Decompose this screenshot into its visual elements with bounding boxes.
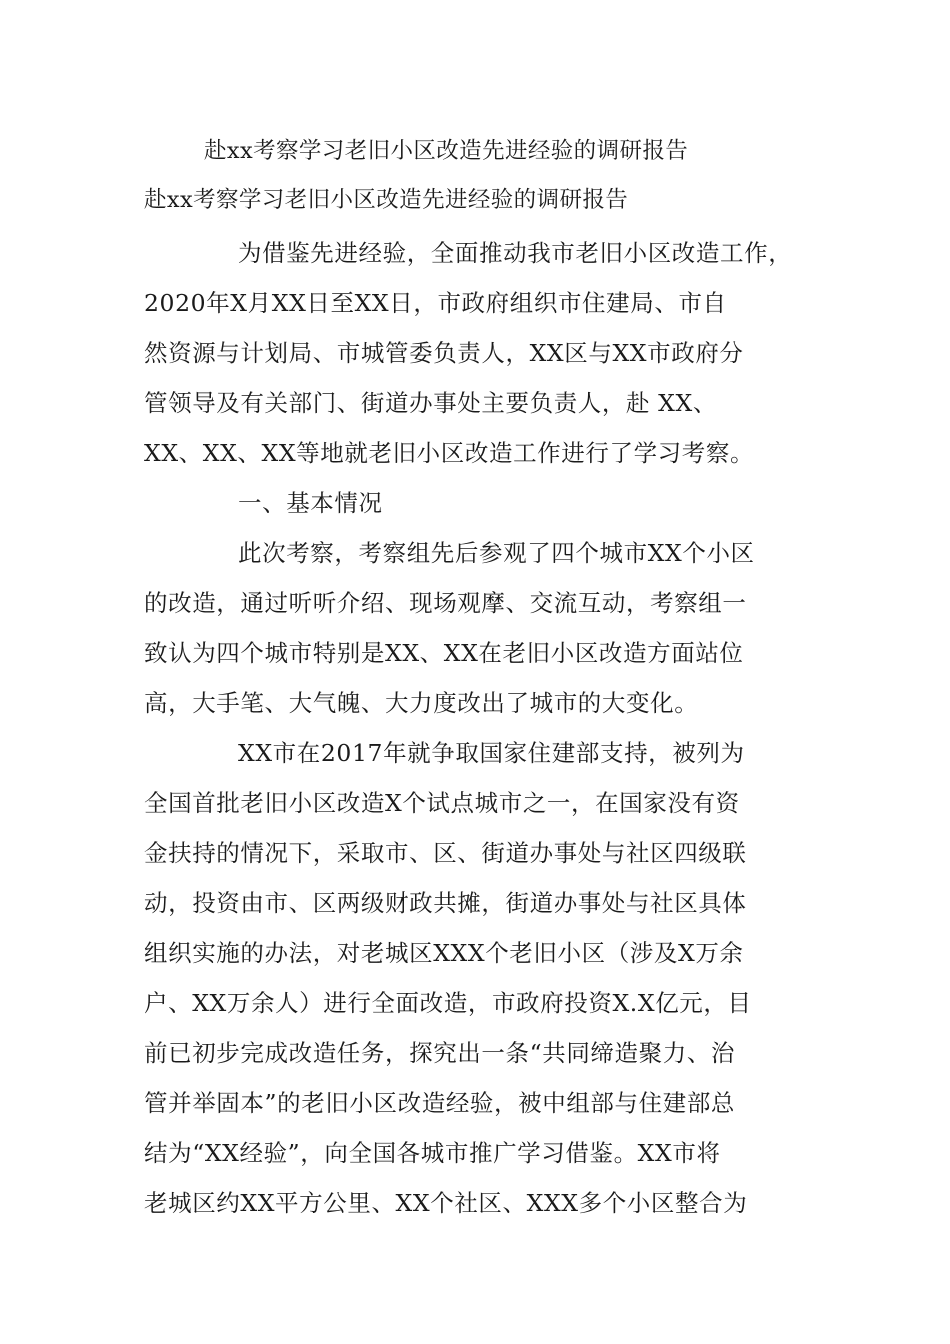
paragraph-line: 结为“XX经验”，向全国各城市推广学习借鉴。XX市将 [144, 1139, 721, 1167]
paragraph-line: 高，大手笔、大气魄、大力度改出了城市的大变化。 [144, 689, 699, 717]
paragraph-line: 金扶持的情况下，采取市、区、街道办事处与社区四级联 [144, 839, 747, 867]
document-subtitle: 赴xx考察学习老旧小区改造先进经验的调研报告 [144, 187, 629, 213]
paragraph-line: XX、XX、XX等地就老旧小区改造工作进行了学习考察。 [144, 439, 755, 467]
paragraph-line: 组织实施的办法，对老城区XXX个老旧小区（涉及X万余 [144, 939, 744, 967]
paragraph-line: 为借鉴先进经验，全面推动我市老旧小区改造工作， [238, 239, 793, 267]
document-title: 赴xx考察学习老旧小区改造先进经验的调研报告 [204, 138, 689, 164]
paragraph-line: 此次考察，考察组先后参观了四个城市XX个小区 [238, 539, 755, 567]
paragraph-line: 的改造，通过听听介绍、现场观摩、交流互动，考察组一 [144, 589, 747, 617]
paragraph-line: 管并举固本”的老旧小区改造经验，被中组部与住建部总 [144, 1089, 736, 1117]
paragraph-line: 全国首批老旧小区改造X个试点城市之一，在国家没有资 [144, 789, 740, 817]
paragraph-line: 致认为四个城市特别是XX、XX在老旧小区改造方面站位 [144, 639, 744, 667]
paragraph-line: 前已初步完成改造任务，探究出一条“共同缔造聚力、治 [144, 1039, 736, 1067]
paragraph-line: 然资源与计划局、市城管委负责人，XX区与XX市政府分 [144, 339, 744, 367]
paragraph-line: 2020年X月XX日至XX日，市政府组织市住建局、市自 [144, 289, 727, 317]
section-heading: 一、基本情况 [238, 489, 383, 517]
paragraph-line: XX市在2017年就争取国家住建部支持，被列为 [238, 739, 745, 767]
paragraph-line: 动，投资由市、区两级财政共摊，街道办事处与社区具体 [144, 889, 747, 917]
paragraph-line: 户、XX万余人）进行全面改造，市政府投资X.X亿元，目 [144, 989, 752, 1017]
paragraph-line: 管领导及有关部门、街道办事处主要负责人，赴 XX、 [144, 389, 717, 417]
paragraph-line: 老城区约XX平方公里、XX个社区、XXX多个小区整合为 [144, 1189, 748, 1217]
